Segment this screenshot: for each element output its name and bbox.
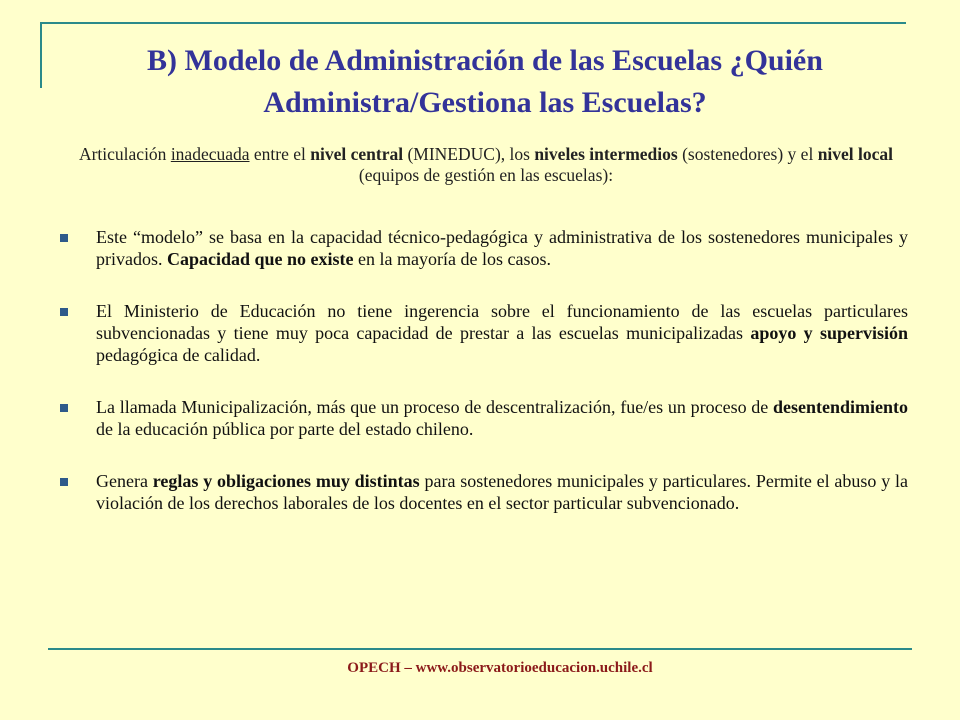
- intro-text: Articulación: [78, 144, 171, 164]
- bullet-item: [56, 226, 908, 270]
- bullet-text: Genera: [96, 471, 153, 491]
- bullet-item: [56, 300, 908, 366]
- square-bullet-icon: [60, 404, 68, 412]
- bullet-bold: desentendimiento: [773, 397, 908, 417]
- bullet-item: [56, 470, 908, 514]
- bullet-bold: apoyo y supervisión: [750, 323, 908, 343]
- square-bullet-icon: [60, 478, 68, 486]
- intro-text: (equipos de gestión en las escuelas):: [358, 165, 614, 185]
- bullet-bold: reglas y obligaciones muy distintas: [152, 471, 420, 491]
- bullet-item: [56, 396, 908, 440]
- top-accent-line: [40, 22, 906, 24]
- bullet-list: [56, 226, 908, 514]
- intro-bold: niveles intermedios: [534, 144, 678, 164]
- bullet-bold: Capacidad que no existe: [167, 249, 354, 269]
- bullet-text: para sostenedores municipales y particulares. Permite el abuso y la violación de los derechos laborales de los docentes en el sector particular subvencionado.: [96, 471, 908, 513]
- bullet-text: La llamada Municipalización, más que un proceso de descentralización, fue/es un proceso de: [96, 397, 773, 417]
- bullet-text: Este “modelo” se basa en la capacidad técnico-pedagógica y administrativa de los sostenedores municipales y privados.: [96, 227, 908, 269]
- bullet-text: en la mayoría de los casos.: [353, 249, 551, 269]
- slide-title: B) Modelo de Administración de las Escuelas ¿Quién Administra/Gestiona las Escuelas?: [147, 44, 823, 119]
- intro-text: (sostenedores) y el: [677, 144, 818, 164]
- left-accent-line: [40, 22, 42, 88]
- intro-bold: nivel central: [310, 144, 404, 164]
- bullet-text: pedagógica de calidad.: [96, 345, 261, 365]
- intro-underlined: inadecuada: [170, 144, 250, 164]
- intro-text: (MINEDUC), los: [403, 144, 535, 164]
- intro-text: entre el: [249, 144, 311, 164]
- square-bullet-icon: [60, 234, 68, 242]
- footer-divider: [48, 648, 912, 650]
- bullet-text: El Ministerio de Educación no tiene ingerencia sobre el funcionamiento de las escuelas particulares subvencionadas y tiene muy poca capacidad de prestar a las escuelas municipalizadas: [96, 301, 908, 343]
- footer-text: OPECH – www.observatorioeducacion.uchile.cl: [347, 660, 653, 676]
- intro-bold: nivel local: [817, 144, 894, 164]
- intro-paragraph: [72, 144, 900, 186]
- square-bullet-icon: [60, 308, 68, 316]
- bullet-text: de la educación pública por parte del estado chileno.: [96, 419, 474, 439]
